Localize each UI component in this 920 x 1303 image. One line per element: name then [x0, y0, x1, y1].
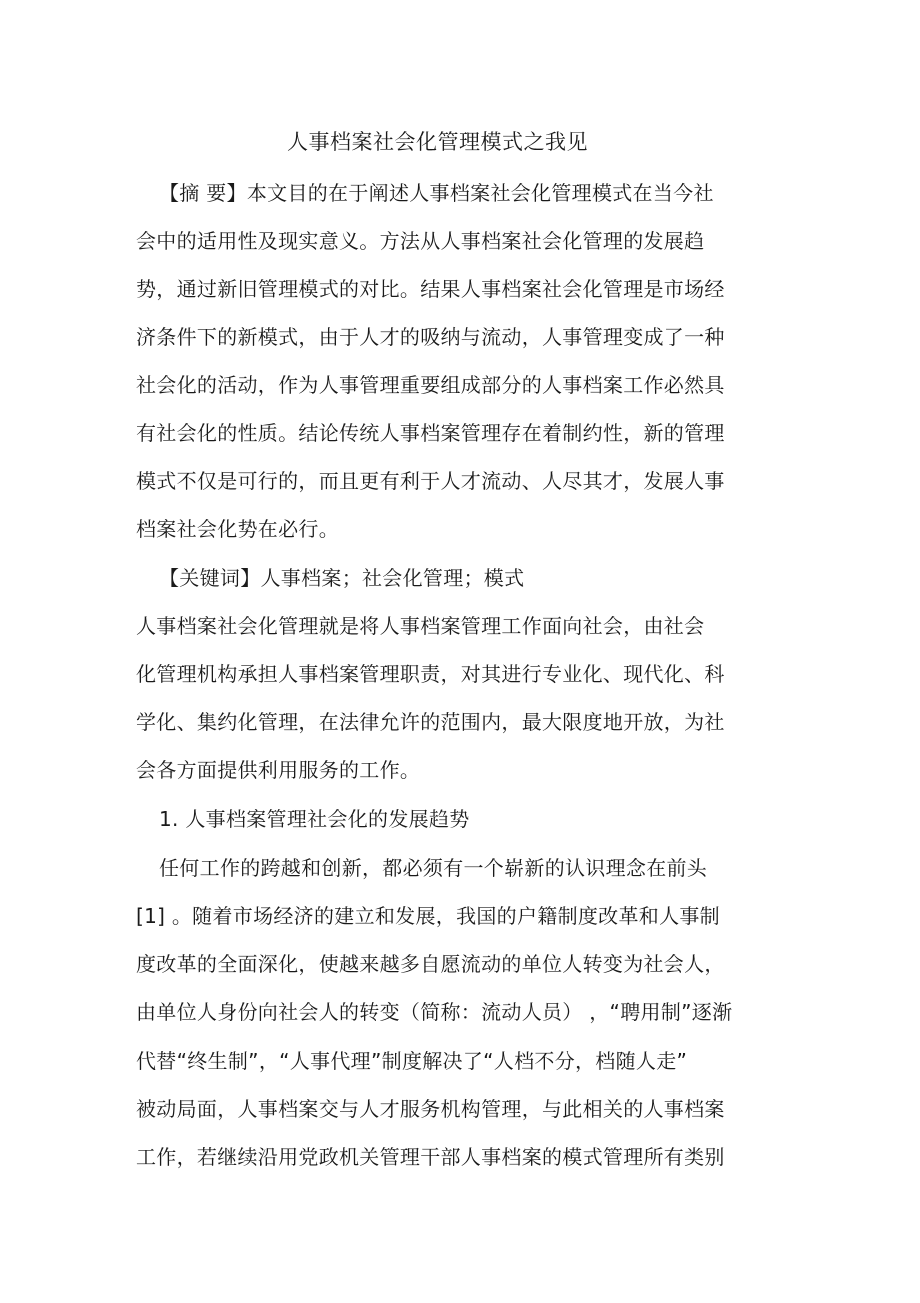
- abstract-line: 势，通过新旧管理模式的对比。结果人事档案社会化管理是市场经: [136, 277, 725, 301]
- keywords-line: 【关键词】人事档案；社会化管理；模式: [159, 566, 525, 590]
- intro-line: 化管理机构承担人事档案管理职责，对其进行专业化、现代化、科: [136, 662, 725, 686]
- document-title: 人事档案社会化管理模式之我见: [287, 130, 588, 154]
- abstract-line: 社会化的活动，作为人事管理重要组成部分的人事档案工作必然具: [136, 373, 725, 397]
- body-line: 被动局面，人事档案交与人才服务机构管理，与此相关的人事档案: [136, 1097, 725, 1121]
- body-line: 由单位人身份向社会人的转变（简称：流动人员） ，“聘用制”逐渐: [136, 1000, 733, 1024]
- abstract-line: 模式不仅是可行的，而且更有利于人才流动、人尽其才，发展人事: [136, 469, 725, 493]
- body-line: 任何工作的跨越和创新，都必须有一个崭新的认识理念在前头: [159, 856, 708, 880]
- intro-line: 学化、集约化管理，在法律允许的范围内，最大限度地开放，为社: [136, 710, 725, 734]
- abstract-line: 会中的适用性及现实意义。方法从人事档案社会化管理的发展趋: [136, 229, 705, 253]
- section-heading: 1. 人事档案管理社会化的发展趋势: [159, 807, 470, 831]
- body-line: 工作，若继续沿用党政机关管理干部人事档案的模式管理所有类别: [136, 1145, 725, 1169]
- body-line: 代替“终生制”，“人事代理”制度解决了“人档不分，档随人走”: [136, 1049, 688, 1073]
- intro-line: 人事档案社会化管理就是将人事档案管理工作面向社会，由社会: [136, 614, 705, 638]
- abstract-line: 济条件下的新模式，由于人才的吸纳与流动，人事管理变成了一种: [136, 325, 725, 349]
- abstract-line: 档案社会化势在必行。: [136, 517, 339, 541]
- abstract-line: 有社会化的性质。结论传统人事档案管理存在着制约性，新的管理: [136, 421, 725, 445]
- body-line: 度改革的全面深化，使越来越多自愿流动的单位人转变为社会人，: [136, 952, 725, 976]
- intro-line: 会各方面提供利用服务的工作。: [136, 758, 421, 782]
- body-line: [1] 。随着市场经济的建立和发展，我国的户籍制度改革和人事制: [136, 904, 720, 928]
- abstract-line: 【摘 要】本文目的在于阐述人事档案社会化管理模式在当今社: [159, 181, 714, 205]
